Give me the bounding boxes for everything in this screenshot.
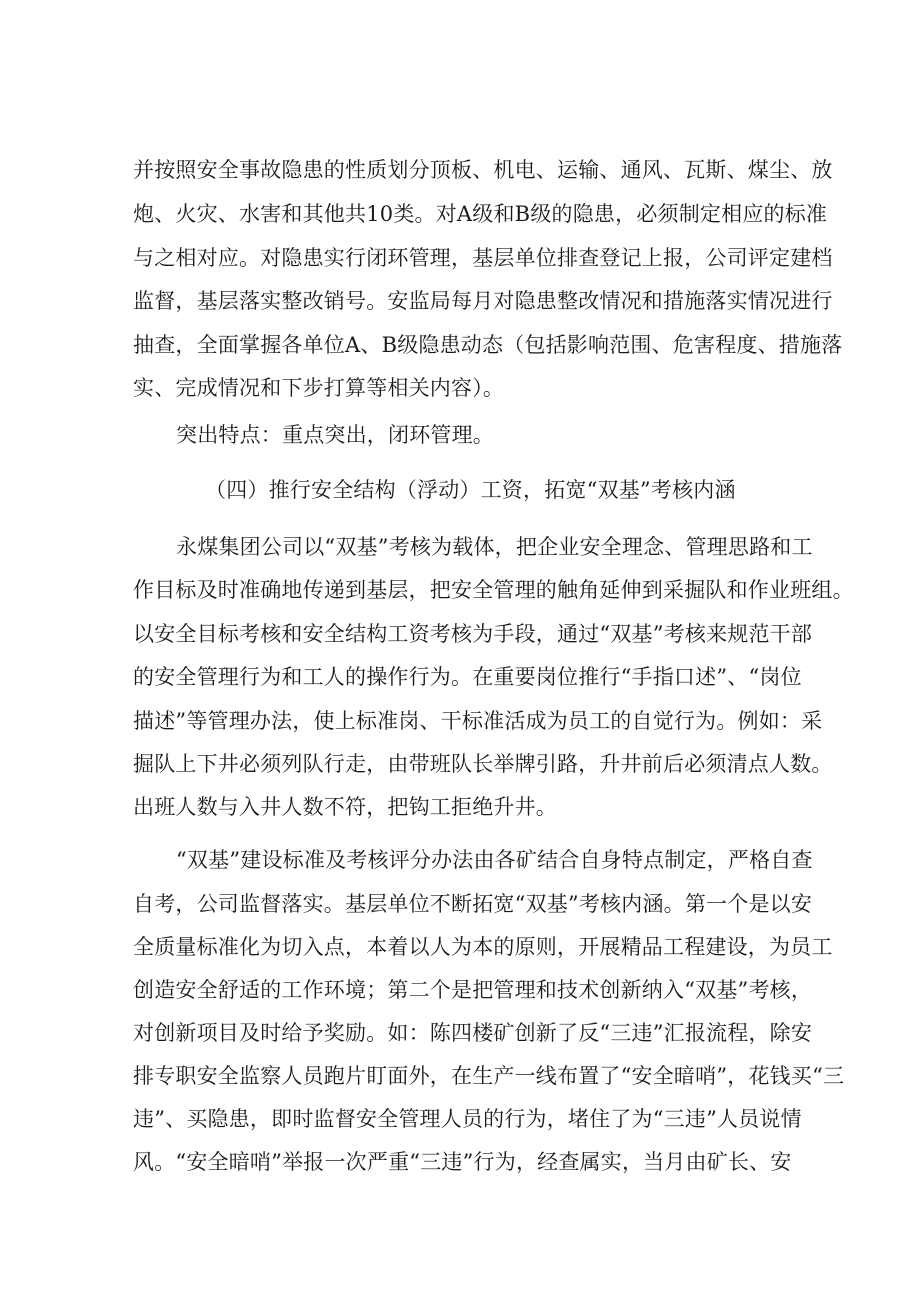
paragraph-line: 排专职安全监察人员跑片盯面外，在生产一线布置了“安全暗哨”，花钱买“三: [133, 1064, 845, 1088]
section-heading: （四）推行安全结构（浮动）工资，拓宽“双基”考核内涵: [205, 478, 736, 502]
paragraph-line: “双基”建设标准及考核评分办法由各矿结合自身特点制定，严格自查: [176, 848, 813, 872]
paragraph-line: 与之相对应。对隐患实行闭环管理，基层单位排查登记上报，公司评定建档: [133, 246, 833, 270]
paragraph-line: 以安全目标考核和安全结构工资考核为手段，通过“双基”考核来规范干部: [133, 622, 813, 646]
paragraph-line: 出班人数与入井人数不符，把钩工拒绝升井。: [133, 795, 557, 819]
paragraph-line: 创造安全舒适的工作环境；第二个是把管理和技术创新纳入“双基”考核，: [133, 978, 813, 1002]
paragraph-line: 违”、买隐患，即时监督安全管理人员的行为，堵住了为“三违”人员说情: [133, 1107, 802, 1131]
paragraph-line: 抽查，全面掌握各单位A、B级隐患动态（包括影响范围、危害程度、措施落: [133, 333, 843, 357]
paragraph-line: 的安全管理行为和工人的操作行为。在重要岗位推行“手指口述”、“岗位: [133, 665, 802, 689]
paragraph-line: 掘队上下井必须列队行走，由带班队长举牌引路，升井前后必须清点人数。: [133, 752, 833, 776]
paragraph-line: 实、完成情况和下步打算等相关内容）。: [133, 376, 505, 400]
paragraph-line: 全质量标准化为切入点，本着以人为本的原则，开展精品工程建设，为员工: [133, 935, 833, 959]
paragraph-line: 作目标及时准确地传递到基层，把安全管理的触角延伸到采掘队和作业班组。: [133, 578, 854, 602]
paragraph-line: 炮、火灾、水害和其他共10类。对A级和B级的隐患，必须制定相应的标准: [133, 202, 828, 226]
paragraph-line: 对创新项目及时给予奖励。如：陈四楼矿创新了反“三违”汇报流程，除安: [133, 1021, 813, 1045]
paragraph-line: 风。“安全暗哨”举报一次严重“三违”行为，经查属实，当月由矿长、安: [133, 1150, 792, 1174]
paragraph-line: 自考，公司监督落实。基层单位不断拓宽“双基”考核内涵。第一个是以安: [133, 892, 813, 916]
paragraph-line: 永煤集团公司以“双基”考核为载体，把企业安全理念、管理思路和工: [176, 535, 813, 559]
paragraph-line: 并按照安全事故隐患的性质划分顶板、机电、运输、通风、瓦斯、煤尘、放: [133, 158, 833, 182]
paragraph-line: 监督，基层落实整改销号。安监局每月对隐患整改情况和措施落实情况进行: [133, 289, 833, 313]
paragraph-line: 描述”等管理办法，使上标准岗、干标准活成为员工的自觉行为。例如：采: [133, 709, 823, 733]
summary-line: 突出特点：重点突出，闭环管理。: [176, 423, 494, 447]
